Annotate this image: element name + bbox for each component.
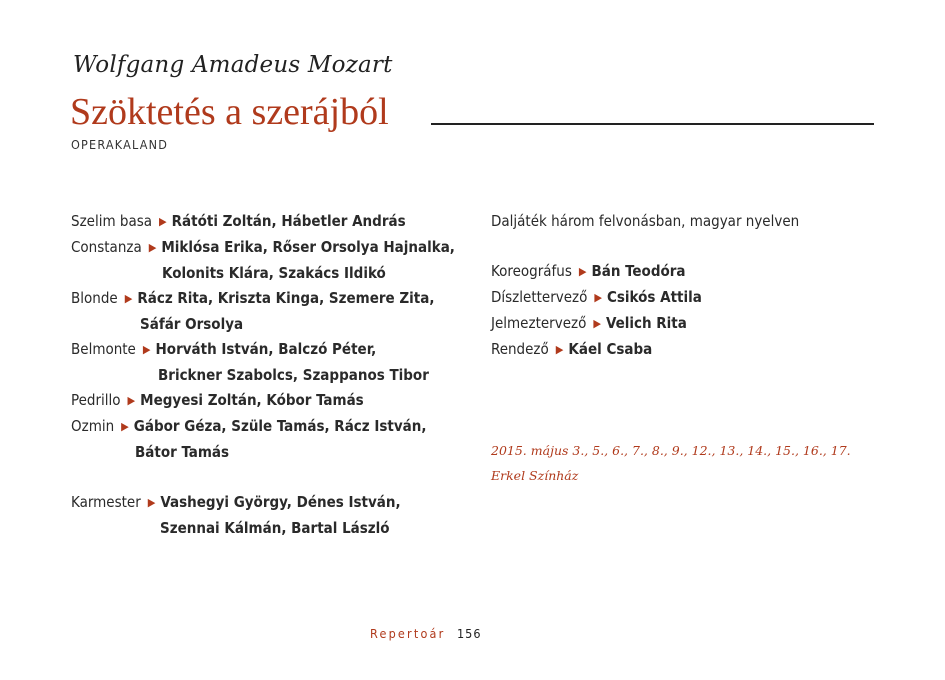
cast-entry-line <box>71 388 471 414</box>
crew-role: Díszlettervező <box>491 288 588 306</box>
performer-names-continued: Bátor Tamás <box>135 443 230 461</box>
arrow-icon: ▶ <box>121 420 129 433</box>
description: Daljáték három felvonásban, magyar nyelven <box>491 212 800 230</box>
performer-names-continued: Brickner Szabolcs, Szappanos Tibor <box>158 366 429 384</box>
crew-names: Bán Teodóra <box>591 262 686 280</box>
arrow-icon: ▶ <box>555 343 564 356</box>
arrow-icon: ▶ <box>578 265 587 278</box>
cast-entry <box>71 388 471 414</box>
title-rule <box>431 123 874 125</box>
performer-names: Gábor Géza, Szüle Tamás, Rácz István, <box>133 417 427 435</box>
conductor-entry-line <box>71 490 471 516</box>
footer-section: Repertoár <box>370 626 446 641</box>
cast-entry <box>71 286 471 337</box>
cast-entry-line <box>71 337 471 363</box>
performer-names: Rátóti Zoltán, Hábetler András <box>171 212 406 230</box>
cast-entry <box>71 414 471 465</box>
performance-dates: 2015. május 3., 5., 6., 7., 8., 9., 12., 13., 14., 15., 16., 17. <box>491 443 851 458</box>
cast-entry-line <box>71 286 471 312</box>
performance-venue: Erkel Színház <box>491 468 579 483</box>
arrow-icon: ▶ <box>147 496 156 509</box>
opera-title: Szöktetés a szerájból <box>70 91 389 133</box>
performer-names: Vashegyi György, Dénes István, <box>160 493 401 511</box>
cast-entry-line <box>71 414 471 440</box>
role-name: Szelim basa <box>71 212 153 230</box>
role-name: Karmester <box>71 493 141 511</box>
performer-names: Rácz Rita, Kriszta Kinga, Szemere Zita, <box>137 289 435 307</box>
performer-names-continued: Kolonits Klára, Szakács Ildikó <box>162 264 386 282</box>
performer-names-continued: Szennai Kálmán, Bartal László <box>160 519 390 537</box>
arrow-icon: ▶ <box>148 241 157 254</box>
crew-entry <box>491 285 891 311</box>
crew-role: Koreográfus <box>491 262 572 280</box>
crew-role: Rendező <box>491 340 549 358</box>
arrow-icon: ▶ <box>127 394 136 407</box>
crew-entry <box>491 259 891 285</box>
crew-entry <box>491 337 891 363</box>
role-name: Blonde <box>71 289 118 307</box>
crew-entry <box>491 311 891 337</box>
role-name: Ozmin <box>71 417 115 435</box>
performer-names: Miklósa Erika, Rőser Orsolya Hajnalka, <box>161 238 455 256</box>
performer-names-continued: Sáfár Orsolya <box>140 315 244 333</box>
arrow-icon: ▶ <box>142 343 151 356</box>
cast-column <box>71 209 471 541</box>
conductor-entry <box>71 490 471 541</box>
performer-names: Megyesi Zoltán, Kóbor Tamás <box>140 391 364 409</box>
arrow-icon: ▶ <box>593 317 601 330</box>
cast-entry <box>71 235 471 286</box>
composer-name: Wolfgang Amadeus Mozart <box>73 52 393 78</box>
role-name: Pedrillo <box>71 391 121 409</box>
crew-list <box>491 259 891 363</box>
role-name: Constanza <box>71 238 142 256</box>
cast-entry <box>71 209 471 235</box>
arrow-icon: ▶ <box>159 215 167 228</box>
crew-role: Jelmeztervező <box>491 314 587 332</box>
production-column <box>491 209 891 488</box>
cast-entry-line <box>71 209 471 235</box>
performer-names: Horváth István, Balczó Péter, <box>155 340 377 358</box>
page-footer <box>370 626 482 641</box>
role-name: Belmonte <box>71 340 136 358</box>
arrow-icon: ▶ <box>594 291 602 304</box>
page-number: 156 <box>457 626 482 641</box>
arrow-icon: ▶ <box>124 292 133 305</box>
crew-names: Káel Csaba <box>568 340 653 358</box>
cast-entry-line <box>71 235 471 261</box>
genre-subtitle: OPERAKALAND <box>71 137 169 152</box>
crew-names: Velich Rita <box>605 314 687 332</box>
cast-entry <box>71 337 471 388</box>
crew-names: Csikós Attila <box>607 288 702 306</box>
